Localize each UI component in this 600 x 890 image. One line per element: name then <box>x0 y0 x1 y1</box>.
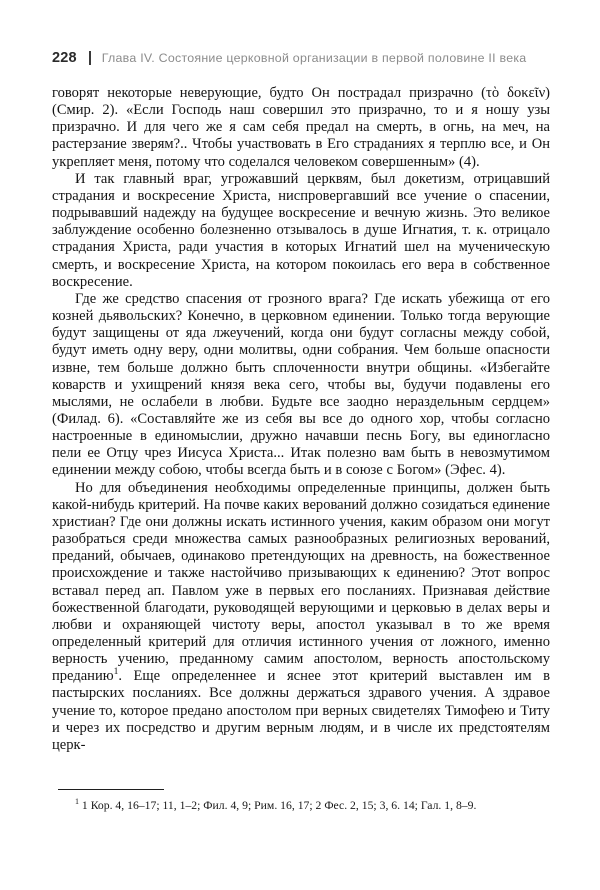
paragraph-4-part-2: . Еще определеннее и яснее этот критерий выставлен им в пастырских посланиях. Все должны держаться здравого учения. А здравое учение то, которое предано апостолом при верных свидетелях Тимофею и Титу и через их посредство и другим верным людям, и в числе их предстоятелям церк- <box>52 668 550 753</box>
header-separator-bar <box>89 51 91 65</box>
page-number: 228 <box>52 49 77 66</box>
footnote-reference-marker[interactable]: 1 <box>113 667 119 678</box>
footnote-area <box>52 789 550 813</box>
paragraph-2: И так главный враг, угрожавший церквям, был докетизм, отрицавший страдания и воскресение Христа, ниспровергавший все учение о спасении, подрывавший надежду на будущее воскресение и вечную жизнь. Это великое заблуждение особенно болезненно отзывалось в душе Игнатия, т. к. отрицало страдания Христа, ради участия в которых Игнатий шел на мученическую смерть, и воскресение Христа, на котором покоилась его вера в собственное воскресение. <box>52 170 550 290</box>
running-header <box>52 47 550 69</box>
paragraph-4 <box>52 480 550 755</box>
paragraph-4-part-1: Но для объединения необходимы определенные принципы, должен быть какой-нибудь критерий. На почве каких верований должно созидаться единение христиан? Где они должны искать истинного учения, каким образом они могут разобраться среди множества самых разнообразных религиозных верований, преданий, обычаев, одинаково претендующих на древность, на божественное происхождение и также настойчиво призывающих к единению? Этот вопрос вставал перед ап. Павлом уже в первых его посланиях. Признавая действие божественной благодати, руководящей верующими и церковью в делах веры и любви и охраняющей чистоту веры, апостол указывал в то же время определенный критерий для отличия истинного учения от ложного, именно верность учению, преданному самим апостолом, верность апостольскому преданию <box>52 479 550 685</box>
chapter-title: Глава IV. Состояние церковной организации в первой половине II века <box>101 50 527 65</box>
footnote-entry <box>52 799 550 813</box>
footnote-citation-text: 1 Кор. 4, 16–17; 11, 1–2; Фил. 4, 9; Рим. 16, 17; 2 Фес. 2, 15; 3, 6. 14; Гал. 1, 8–9. <box>79 799 477 812</box>
paragraph-1: говорят некоторые неверующие, будто Он пострадал призрачно (τὸ δοκεῖν) (Смир. 2). «Если Господь наш совершил это призрачно, то и я ношу узы призрачно. И для чего же я сам себя предал на смерть, в огнь, на меч, на растерзание зверям?.. Чтобы участвовать в Его страданиях я терплю все, и Он укрепляет меня, потому что соделался человеком совершенным» (4). <box>52 85 550 170</box>
paragraph-3: Где же средство спасения от грозного врага? Где искать убежища от его козней дьявольских? Конечно, в церковном единении. Только тогда верующие будут защищены от яда лжеучений, когда они будут согласны между собой, будут иметь одну веру, одни молитвы, одни собрания. Чем больше опасности извне, тем больше должно быть сплоченности внутри общины. «Избегайте коварств и ухищрений князя века сего, чтобы вы, будучи подавлены его мыслями, не ослабели в любви. Будьте все заодно нераздельным сердцем» (Филад. 6). «Составляйте же из себя вы все до одного хор, чтобы согласно настроенные в единомыслии, дружно начавши песнь Богу, вы единогласно пели ее Отцу чрез Иисуса Христа... Итак полезно вам быть в невозмутимом единении между собою, чтобы всегда быть и в союзе с Богом» (Эфес. 4). <box>52 290 550 479</box>
footnote-separator-rule <box>58 789 164 790</box>
body-text-block <box>52 85 550 754</box>
footnote-number: 1 <box>75 797 79 807</box>
